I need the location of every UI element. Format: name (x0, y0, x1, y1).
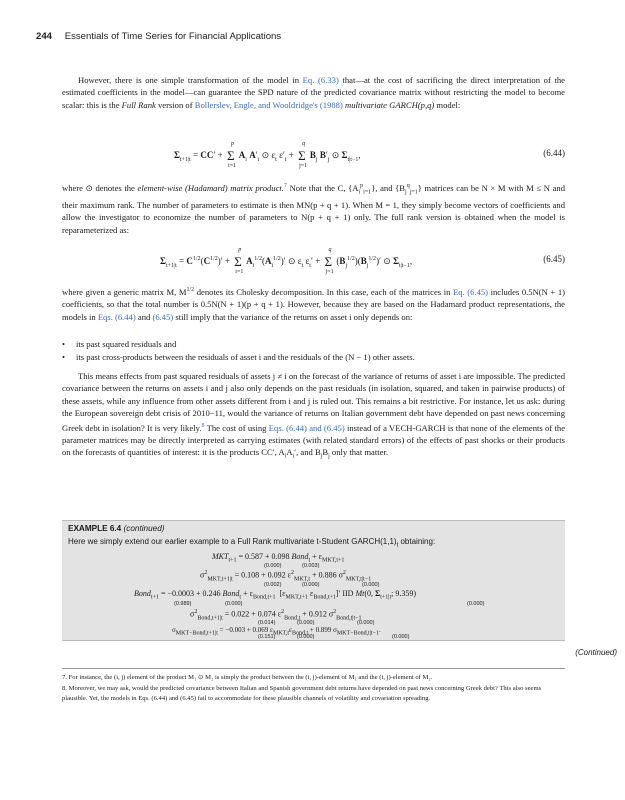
se-v2-c: (0.014) (258, 620, 276, 626)
se-v1-a: (0.000) (302, 582, 320, 588)
se-v1-b: (0.000) (362, 582, 380, 588)
link-eq-6-45[interactable]: Eq. (6.45) (452, 286, 489, 297)
para4-text-3: instead of a VECH-GARCH is that none of the elements of the parameter matrices may be directly interpreted as carrying estimates (with related standard errors) of the effects of past shocks or their products on the forecasts of quantities of interest: it is the products CC′, A (62, 422, 566, 458)
se-v2-a: (0.000) (297, 620, 315, 626)
coef-mkt-c: 0.587 (245, 552, 264, 561)
para1-text-2: that—at the cost of sacrificing the direct interpretation of the estimated coefficients in the model—can guarantee the SPD nature of the predicted covariance matrix without restricting the model to become scalar: this is the (62, 75, 565, 110)
para2-text-4: } matrices can be N × M with M ≤ N and their maximum rank. The number of parameters to estimate is then MN(p + q + 1). When M = 1, they simply become vectors of coefficients and allow the investigator to economize the number of parameters to N(p + q + 1) only. The full rank version is obtained when the model is reparameterized as: (62, 182, 566, 235)
coef-dof: 9.359 (395, 589, 414, 598)
link-eqs-6-44-6-45[interactable]: Eqs. (6.44) and (6.45) (268, 422, 345, 433)
example-eq-var-bond: $\sigma^2_{Bond,t+1|t} = 0.022 + 0.074$ $\varepsilon^2_{Bond,t} + 0.912$ $\sigma^2_{Bond,t|t-1}$ (190, 609, 362, 622)
para1-text-4: model: (434, 99, 461, 110)
equation-number-6-44: (6.44) (543, 148, 565, 158)
para3-text-4: and (135, 311, 153, 322)
continued-label: (Continued) (575, 648, 617, 657)
se-mkt-b: (0.003) (302, 563, 320, 569)
example-intro-end: obtaining: (398, 537, 436, 546)
se-mkt-c: (0.000) (264, 563, 282, 569)
se-cov-b: (0.000) (392, 634, 410, 640)
para1-emphasis-1: Full Rank (121, 99, 156, 110)
footnote-divider (62, 668, 565, 669)
coef-cov-a: 0.069 (252, 626, 269, 634)
para3-text-2: denotes its Cholesky decomposition. In this case, each of the matrices in (194, 286, 453, 297)
se-v1-c: (0.002) (264, 582, 282, 588)
coef-cov-c: −0.003 (225, 626, 246, 634)
example-continued-label: (continued) (123, 524, 165, 533)
link-eq-6-33[interactable]: Eq. (6.33) (302, 75, 339, 85)
para3-text-1: where given a generic matrix M, M (62, 286, 187, 297)
paragraph-3: where given a generic matrix M, $M^{1/2}$ denotes its Cholesky decomposition. In this case, each of the matrices in Eq. (6.45) includes 0.5N(N + 1) coefficients, so that the total number is 0.5N(N + 1)(p + q + 1). However, because they are based on the Hadamard product representations, the models in Eqs. (6.44) and (6.45) still imply that the variance of the returns on asset i only depends on: (62, 286, 565, 322)
para1-emphasis-2: multivariate GARCH(p,q) (342, 99, 435, 110)
para1-text-1: However, there is one simple transformation of the model in (78, 75, 303, 85)
coef-v1-c: 0.108 (241, 570, 260, 580)
para2-text-3: }, and {B (371, 182, 406, 193)
iid-label: IID (342, 589, 354, 598)
equation-number-6-45: (6.45) (543, 254, 565, 264)
para4-text-1: This means effects from past squared residuals of assets j ≠ i on the forecast of the variance of returns of asset i are impossible. The predicted covariance between the returns on assets i and j also only depends on the past residuals (in isolation, squared, and taken in pairwise products) of these assets, while any influence from other assets different from i and j is ruled out. This remains a bit restrictive. For instance, let us ask: during the European sovereign debt crisis of 2010−11, would the variance of returns on Italian government debt have depended on past news concerning Greek debt in isolation? It is very likely. (62, 371, 565, 433)
example-intro-text: Here we simply extend our earlier example to a Full Rank multivariate t-Student GARCH(1,1) (68, 537, 397, 546)
para4-text-4: A (286, 447, 293, 458)
coef-v1-b: 0.886 (318, 570, 337, 580)
coef-v2-a: 0.074 (257, 609, 276, 619)
bullet-item: • its past cross-products between the residuals of asset i and the residuals of the (N − 1) other assets. (62, 351, 565, 364)
example-label: EXAMPLE 6.4 (68, 524, 122, 533)
bullet-item: • its past squared residuals and (62, 338, 565, 351)
running-title: Essentials of Time Series for Financial Applications (64, 31, 282, 42)
coef-v1-a: 0.092 (267, 570, 286, 580)
se-bond-b: (0.000) (225, 601, 243, 607)
link-eq-6-44[interactable]: Eqs. (6.44) (97, 311, 136, 322)
footnote-ref-7[interactable]: 7 (283, 183, 287, 189)
se-bond-c: (0.989) (174, 601, 192, 607)
coef-bond-c: −0.0003 (167, 589, 194, 598)
para4-text-6: B (322, 447, 329, 458)
bullet-list (62, 338, 565, 364)
coef-v2-b: 0.912 (308, 609, 327, 619)
para4-text-7: only that matter. (329, 447, 388, 458)
se-v2-b: (0.000) (357, 620, 375, 626)
example-eq-mkt: $MKT_{t+1} = 0.587 + 0.098$ Bond$_t$ + $\varepsilon_{MKT,t+1}$ (212, 552, 345, 564)
link-eq-6-45-b[interactable]: (6.45) (152, 311, 174, 322)
equation-6-44: $\Sigma_{t+1|t} = CC' + \Sigma$ p i=1 $A_i$ $A'_i$ ⊙ $\varepsilon_t$ $\varepsilon'_t + \Sigma$ q j=1 $B_j$ $B'_j$ ⊙ $\Sigma_{t|t-1}$, (6.44) (174, 141, 565, 169)
se-dof: (0.000) (467, 601, 485, 607)
page-number: 244 (36, 31, 53, 42)
example-eq-bond: Bond$_{t+1}$ = −0.0003 + 0.246 Bond$_t$ + $\varepsilon_{Bond,t+1}$ [$\varepsilon_{MKT,t+1}$ $\varepsilon_{Bond,t+1}]'$ IID Mt(0, $\Sigma_{t+1|t}$; 9.359) (134, 589, 417, 601)
paragraph-2: where ⊙ denotes the element-wise (Hadamard) matrix product.$^7$ Note that the C, $\{A_i^p_{i=1}\}$, and $\{B_j^q_{j=1}\}$ matrices can be N × M with M ≤ N and their maximum rank. The number of parameters to estimate is then MN(p + q + 1). When M = 1, they simply become vectors of coefficients and allow the investigator to economize the number of parameters to N(p + q + 1) only. The full rank version is obtained when the model is reparameterized as: (62, 182, 566, 235)
para2-text-2: Note that the C, {A (286, 182, 359, 193)
coef-mkt-b: 0.098 (271, 552, 290, 561)
paragraph-4: This means effects from past squared residuals of assets j ≠ i on the forecast of the variance of returns of asset i are impossible. The predicted covariance between the returns on assets i and j also only depends on the past residuals (in isolation, squared, and taken in pairwise products) of these assets, while any influence from other assets different from i and j is ruled out. This remains a bit restrictive. For instance, let us ask: during the European sovereign debt crisis of 2010−11, would the variance of returns on Italian government debt have depended on past news concerning Greek debt in isolation? It is very likely.$^8$ The cost of using Eqs. (6.44) and (6.45) instead of a VECH-GARCH is that none of the elements of the parameter matrices may be directly interpreted as carrying estimates (with related standard errors) of the effects of past shocks or their products on the forecasts of quantities of interest: it is the products CC′, $A_iA_i'$, and $B_jB_j$ only that matter. (62, 371, 566, 461)
example-title (68, 524, 165, 533)
para2-emphasis: element-wise (Hadamard) matrix product. (137, 182, 284, 193)
example-eq-var-mkt: $\sigma^2_{MKT,t+1|t} = 0.108 + 0.092$ $\varepsilon^2_{MKT,t} + 0.886$ $\sigma^2_{MKT,t|t-1}$ (200, 570, 372, 583)
se-cov-a: (0.000) (297, 634, 315, 640)
para3-text-5: still imply that the variance of the returns on asset i only depends on: (173, 311, 413, 322)
para4-text-5: ′, and B (294, 447, 321, 458)
link-bollerslev[interactable]: Bollerslev, Engle, and Wooldridge's (1988) (194, 99, 343, 110)
example-box (62, 520, 565, 641)
example-eq-cov: $\sigma_{MKT-Bond,t+1|t} = -0.003 + 0.069$ $\varepsilon_{MKT,t}\varepsilon_{Bond,t} + 0.899$ $\sigma_{MKT-Bond,t|t-1}$. (172, 626, 381, 637)
para1-text-3: version of (155, 99, 195, 110)
footnote-ref-8[interactable]: 8 (201, 422, 205, 429)
footnote-8: 8. Moreover, we may ask, would the predicted covariance between Italian and Spanish government debt returns have depended on past news concerning Greek debt? This also seems plausible. Yet, the models in Eqs. (6.44) and (6.45) fail to accommodate for these plausible channels of volatility and covariation spreading. (62, 685, 542, 702)
coef-bond-b: 0.246 (202, 589, 221, 598)
paragraph-1 (62, 74, 565, 111)
example-intro: Here we simply extend our earlier example to a Full Rank multivariate t-Student $GARCH(1,1)_t$ obtaining: (68, 537, 436, 549)
para2-text-1: where ⊙ denotes the (62, 182, 138, 193)
coef-v2-c: 0.022 (231, 609, 250, 619)
se-cov-c: (0.151) (258, 634, 276, 640)
running-header (36, 31, 281, 42)
footnote-7: 7. For instance, the (i, j) element of the product M₁ ⊙ M₂ is simply the product between the (i, j)-element of M₁ and the (i, j)-element of M₂. (62, 674, 433, 681)
equation-6-45: $\Sigma_{t+1|t} = C^{1/2}(C^{1/2})' + \Sigma$ p i=1 $A_i^{1/2}(A_i^{1/2})'$ ⊙ $\varepsilon_t$ $\varepsilon_t' + \Sigma$ q j=1 $(B_j^{1/2})(B_j^{1/2})'$ ⊙ $\Sigma_{t|t-1}$, (6.45) (160, 247, 565, 275)
coef-cov-b: 0.899 (315, 626, 332, 634)
para3-text-3: includes 0.5N(N + 1) coefficients, so that the total number is 0.5N(N + 1)(p + q + 1). However, because they are based on the Hadamard product representations, the models in (62, 286, 565, 322)
para4-text-2: The cost of using (204, 422, 269, 433)
